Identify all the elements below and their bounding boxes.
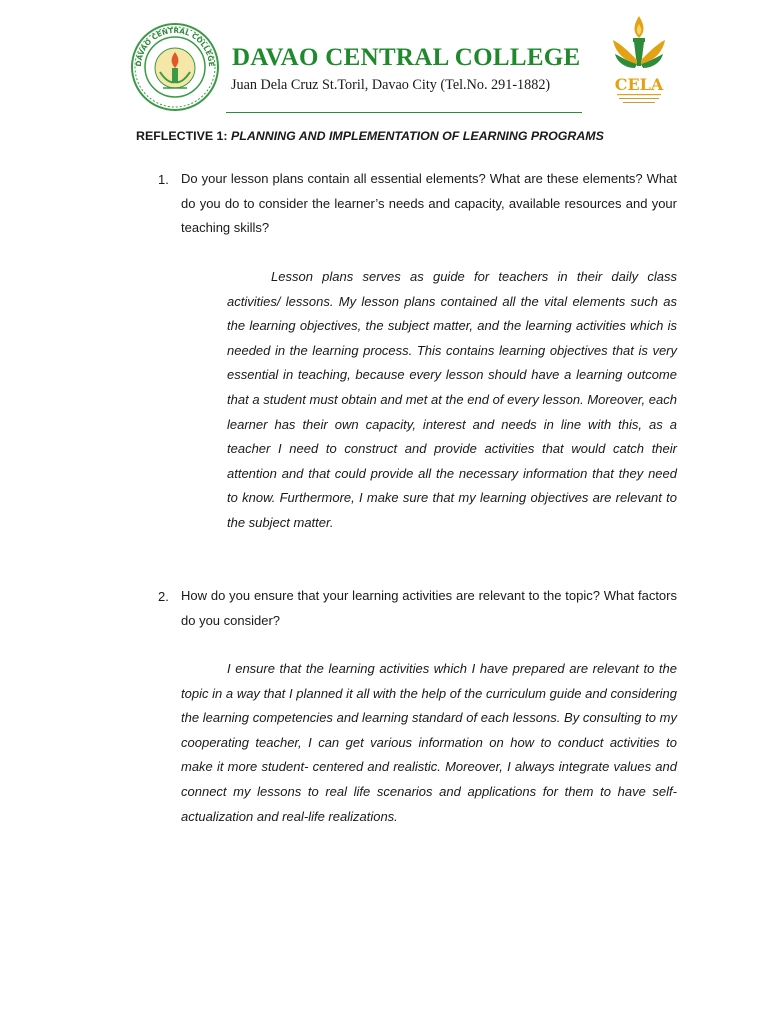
question-2-number: 2. — [158, 589, 169, 604]
college-name: DAVAO CENTRAL COLLEGE — [232, 44, 581, 71]
college-seal-logo — [130, 22, 220, 112]
reflective-title — [136, 129, 604, 143]
header-divider — [226, 112, 582, 113]
college-address: Juan Dela Cruz St.Toril, Davao City (Tel.No. 291-1882) — [231, 77, 551, 93]
cela-logo — [607, 14, 671, 108]
answer-1-text: Lesson plans serves as guide for teachers in their daily class activities/ lessons. My lesson plans contained all the vital elements such as the learning objectives, the subject matter, and the learning activities which is needed in the learning process. This contains learning objectives that is very essential in teaching, because every lesson should have a learning outcome that a student must obtain and met at the end of every lesson. Moreover, each learner has their own capacity, interest and needs in line with this, as a teacher I need to construct and provide activities that would catch their attention and that could provide all the necessary information that they need to know. Furthermore, I make sure that my learning objectives are relevant to the subject matter. — [227, 269, 677, 530]
svg-text:DAVAO CENTRAL COLLEGE: DAVAO CENTRAL COLLEGE — [133, 25, 217, 67]
question-1-text: Do your lesson plans contain all essential elements? What are these elements? What do you do to consider the learner’s needs and capacity, available resources and your teaching skills? — [181, 171, 677, 236]
title-subject: PLANNING AND IMPLEMENTATION OF LEARNING PROGRAMS — [231, 129, 604, 143]
question-1-number: 1. — [158, 172, 169, 187]
title-prefix: REFLECTIVE 1: — [136, 129, 232, 143]
answer-2-text: I ensure that the learning activities which I have prepared are relevant to the topic in a way that I planned it all with the help of the curriculum guide and considering the learning competencies and learning standard of each lessons. By consulting to my cooperating teacher, I can get various information on how to conduct activities to make it more student- centered and realistic. Moreover, I always integrate values and connect my lessons to real life scenarios and applications for them to have self-actualization and real-life realizations. — [181, 661, 677, 824]
svg-text:CELA: CELA — [614, 75, 664, 94]
question-2-text: How do you ensure that your learning activities are relevant to the topic? What factors do you consider? — [181, 588, 677, 628]
